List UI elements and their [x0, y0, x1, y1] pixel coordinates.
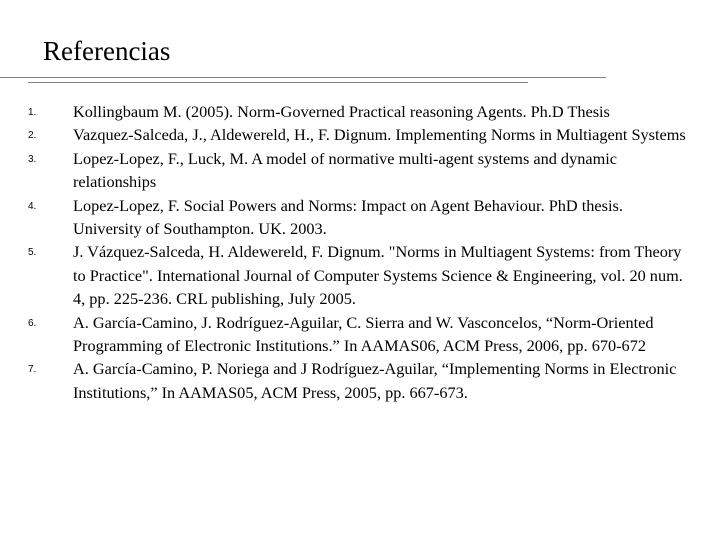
reference-number: 7. [28, 364, 37, 376]
reference-text: Kollingbaum M. (2005). Norm-Governed Practical reasoning Agents. Ph.D Thesis [73, 102, 610, 121]
reference-item-7 [28, 357, 688, 404]
reference-number: 5. [28, 247, 37, 259]
reference-text: A. García-Camino, J. Rodríguez-Aguilar, C. Sierra and W. Vasconcelos, “Norm-Oriented Programming of Electronic Institutions.” In AAMAS06, ACM Press, 2006, pp. 670-672 [73, 312, 654, 356]
reference-item-6 [28, 311, 688, 358]
reference-number: 3. [28, 153, 37, 165]
reference-item-1 [28, 100, 688, 123]
slide-title: Referencias [43, 36, 171, 66]
title-underline-short [28, 82, 528, 83]
reference-text: Lopez-Lopez, F. Social Powers and Norms: Impact on Agent Behaviour. PhD thesis. University of Southampton. UK. 2003. [73, 195, 623, 239]
reference-item-3 [28, 147, 688, 194]
reference-list [28, 100, 688, 404]
title-underline-long [0, 77, 606, 78]
reference-text: J. Vázquez-Salceda, H. Aldewereld, F. Dignum. "Norms in Multiagent Systems: from Theory to Practice". International Journal of Computer Systems Science & Engineering, vol. 20 num. 4, pp. 225-236. CRL publishing, July 2005. [73, 242, 683, 309]
reference-item-2 [28, 123, 688, 146]
reference-text: Vazquez-Salceda, J., Aldewereld, H., F. Dignum. Implementing Norms in Multiagent Systems [73, 125, 686, 145]
reference-item-4 [28, 194, 688, 241]
reference-number: 4. [28, 200, 37, 212]
reference-number: 2. [28, 130, 37, 142]
reference-item-5 [28, 240, 688, 310]
reference-text: A. García-Camino, P. Noriega and J Rodríguez-Aguilar, “Implementing Norms in Electronic Institutions,” In AAMAS05, ACM Press, 2005, pp. 667-673. [73, 359, 677, 402]
reference-number: 6. [28, 317, 37, 329]
reference-text: Lopez-Lopez, F., Luck, M. A model of normative multi-agent systems and dynamic relationships [73, 148, 617, 192]
reference-number: 1. [28, 107, 37, 118]
